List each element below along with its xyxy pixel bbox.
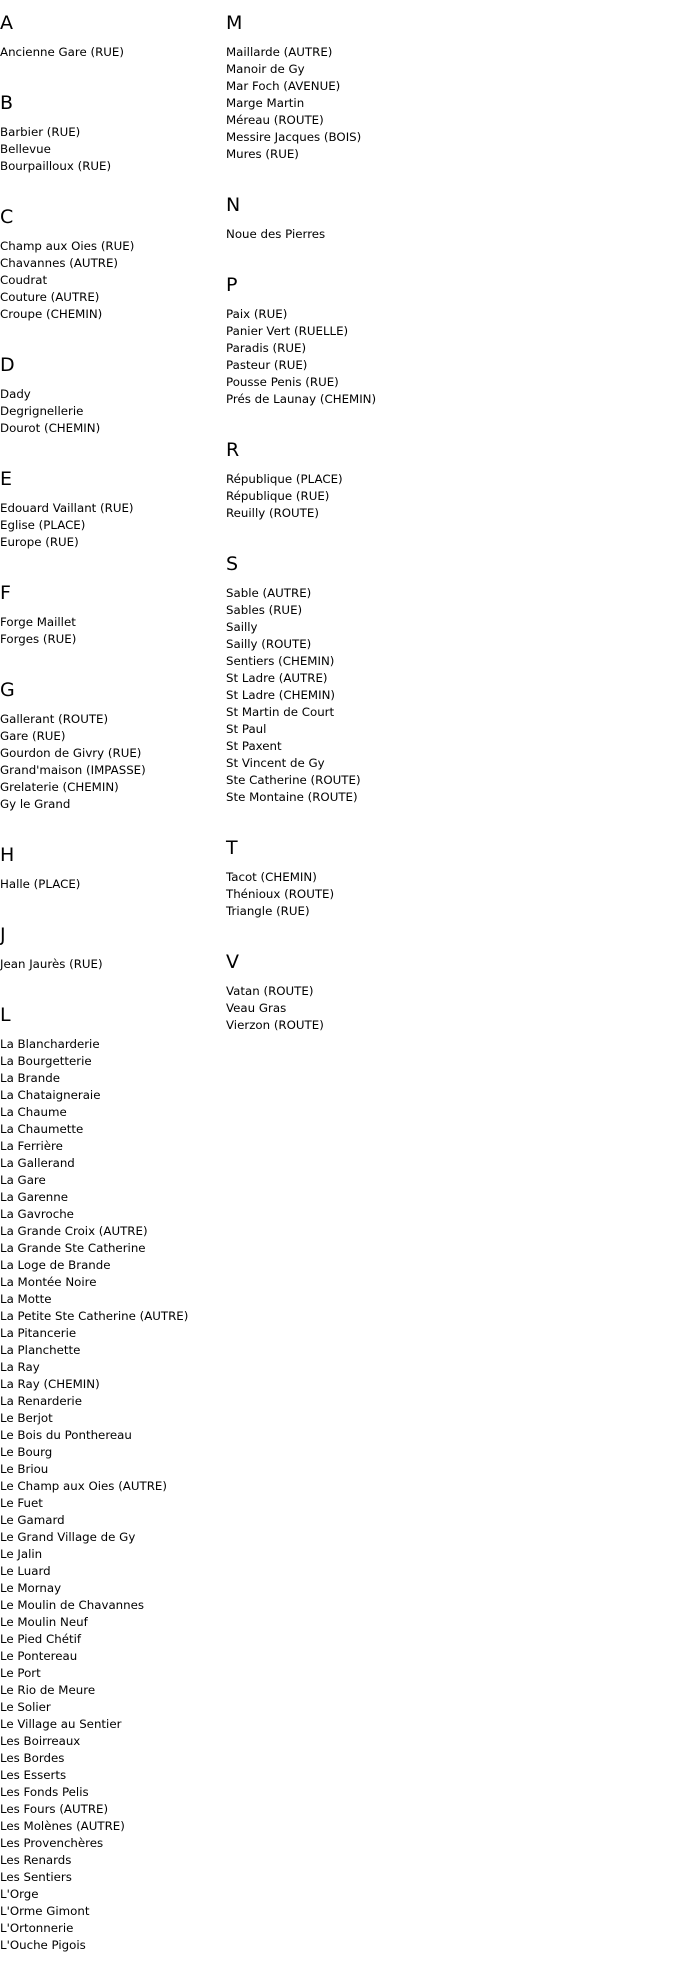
street-item: Panier Vert (RUELLE) xyxy=(226,324,349,338)
street-item: Paix (RUE) xyxy=(226,307,288,321)
letter-heading: E xyxy=(0,468,13,490)
street-item: La Brande xyxy=(0,1071,60,1085)
letter-group-d xyxy=(0,353,210,437)
street-list xyxy=(0,124,210,175)
street-item: Le Bois du Ponthereau xyxy=(0,1428,132,1442)
street-item: Manoir de Gy xyxy=(226,62,305,76)
letter-heading: T xyxy=(226,837,238,859)
street-item: La Chaumette xyxy=(0,1122,84,1136)
street-item: L'Orme Gimont xyxy=(0,1904,90,1918)
street-item: Ste Montaine (ROUTE) xyxy=(226,790,358,804)
street-item: Degrignellerie xyxy=(0,404,84,418)
street-item: Vatan (ROUTE) xyxy=(226,984,314,998)
street-item: La Bourgetterie xyxy=(0,1054,92,1068)
street-item: Grand'maison (IMPASSE) xyxy=(0,763,146,777)
street-item: Bellevue xyxy=(0,142,51,156)
street-item: La Montée Noire xyxy=(0,1275,97,1289)
street-item: Le Gamard xyxy=(0,1513,65,1527)
street-item: Le Berjot xyxy=(0,1411,53,1425)
street-item: Les Renards xyxy=(0,1853,72,1867)
street-list xyxy=(226,585,436,806)
street-item: Le Pontereau xyxy=(0,1649,78,1663)
street-item: Sables (RUE) xyxy=(226,603,303,617)
street-item: Ancienne Gare (RUE) xyxy=(0,45,124,59)
street-item: La Petite Ste Catherine (AUTRE) xyxy=(0,1309,189,1323)
street-item: La Renarderie xyxy=(0,1394,82,1408)
street-index-column-right xyxy=(226,11,436,1064)
street-item: St Vincent de Gy xyxy=(226,756,325,770)
street-item: Forge Maillet xyxy=(0,615,76,629)
street-list xyxy=(0,711,210,813)
letter-heading: P xyxy=(226,274,238,296)
street-item: La Grande Croix (AUTRE) xyxy=(0,1224,148,1238)
street-item: Les Bordes xyxy=(0,1751,65,1765)
street-item: Ste Catherine (ROUTE) xyxy=(226,773,361,787)
street-item: La Gavroche xyxy=(0,1207,74,1221)
street-item: Couture (AUTRE) xyxy=(0,290,100,304)
street-item: Grelaterie (CHEMIN) xyxy=(0,780,119,794)
street-item: L'Ortonnerie xyxy=(0,1921,74,1935)
letter-heading: D xyxy=(0,354,15,376)
street-item: St Ladre (CHEMIN) xyxy=(226,688,336,702)
street-item: Marge Martin xyxy=(226,96,305,110)
letter-heading: B xyxy=(0,92,14,114)
letter-heading: A xyxy=(0,12,13,34)
letter-group-n xyxy=(226,193,436,243)
street-item: Le Moulin de Chavannes xyxy=(0,1598,145,1612)
street-item: Le Bourg xyxy=(0,1445,53,1459)
street-item: Sentiers (CHEMIN) xyxy=(226,654,335,668)
street-item: Tacot (CHEMIN) xyxy=(226,870,317,884)
street-list xyxy=(0,1036,210,1954)
letter-group-v xyxy=(226,950,436,1034)
street-item: Noue des Pierres xyxy=(226,227,326,241)
street-item: Halle (PLACE) xyxy=(0,877,81,891)
street-item: Les Fours (AUTRE) xyxy=(0,1802,109,1816)
street-list xyxy=(226,983,436,1034)
street-list xyxy=(0,956,210,973)
letter-group-h xyxy=(0,843,210,893)
street-item: Le Village au Sentier xyxy=(0,1717,122,1731)
letter-heading: L xyxy=(0,1004,11,1026)
street-item: République (RUE) xyxy=(226,489,330,503)
street-item: Le Port xyxy=(0,1666,41,1680)
street-item: La Pitancerie xyxy=(0,1326,77,1340)
letter-heading: H xyxy=(0,844,15,866)
letter-group-s xyxy=(226,552,436,806)
street-item: Chavannes (AUTRE) xyxy=(0,256,119,270)
street-item: Gourdon de Givry (RUE) xyxy=(0,746,142,760)
street-item: Le Fuet xyxy=(0,1496,43,1510)
street-item: Les Molènes (AUTRE) xyxy=(0,1819,125,1833)
street-index-column-left xyxy=(0,11,210,1984)
street-item: Dady xyxy=(0,387,31,401)
street-item: Gallerant (ROUTE) xyxy=(0,712,109,726)
letter-group-r xyxy=(226,438,436,522)
street-item: Mar Foch (AVENUE) xyxy=(226,79,341,93)
street-item: La Blancharderie xyxy=(0,1037,100,1051)
street-item: La Planchette xyxy=(0,1343,81,1357)
street-item: Gare (RUE) xyxy=(0,729,66,743)
street-item: Thénioux (ROUTE) xyxy=(226,887,335,901)
letter-group-m xyxy=(226,11,436,163)
street-item: St Ladre (AUTRE) xyxy=(226,671,328,685)
street-list xyxy=(0,614,210,648)
street-item: La Garenne xyxy=(0,1190,68,1204)
letter-heading: M xyxy=(226,12,243,34)
street-item: Le Pied Chétif xyxy=(0,1632,82,1646)
letter-group-t xyxy=(226,836,436,920)
street-item: Les Provenchères xyxy=(0,1836,104,1850)
street-item: Champ aux Oies (RUE) xyxy=(0,239,135,253)
street-item: Mures (RUE) xyxy=(226,147,299,161)
street-item: La Motte xyxy=(0,1292,52,1306)
street-item: Sailly xyxy=(226,620,258,634)
street-list xyxy=(226,471,436,522)
street-item: L'Orge xyxy=(0,1887,39,1901)
street-item: Coudrat xyxy=(0,273,48,287)
street-item: Bourpailloux (RUE) xyxy=(0,159,112,173)
street-item: Edouard Vaillant (RUE) xyxy=(0,501,134,515)
street-item: Croupe (CHEMIN) xyxy=(0,307,103,321)
street-item: Europe (RUE) xyxy=(0,535,79,549)
letter-group-j xyxy=(0,923,210,973)
street-item: Prés de Launay (CHEMIN) xyxy=(226,392,377,406)
letter-group-c xyxy=(0,205,210,323)
street-item: Jean Jaurès (RUE) xyxy=(0,957,103,971)
street-item: Triangle (RUE) xyxy=(226,904,310,918)
letter-group-a xyxy=(0,11,210,61)
street-item: La Ray (CHEMIN) xyxy=(0,1377,100,1391)
street-item: Le Mornay xyxy=(0,1581,62,1595)
street-list xyxy=(0,44,210,61)
street-item: La Loge de Brande xyxy=(0,1258,111,1272)
street-item: Maillarde (AUTRE) xyxy=(226,45,333,59)
street-item: L'Ouche Pigois xyxy=(0,1938,86,1952)
street-list xyxy=(0,386,210,437)
street-item: Barbier (RUE) xyxy=(0,125,81,139)
letter-group-p xyxy=(226,273,436,408)
street-item: La Ray xyxy=(0,1360,40,1374)
street-item: Le Champ aux Oies (AUTRE) xyxy=(0,1479,167,1493)
street-list xyxy=(226,869,436,920)
street-item: La Gallerand xyxy=(0,1156,75,1170)
street-item: Le Grand Village de Gy xyxy=(0,1530,136,1544)
street-item: Veau Gras xyxy=(226,1001,287,1015)
street-item: Sailly (ROUTE) xyxy=(226,637,312,651)
street-item: La Chataigneraie xyxy=(0,1088,101,1102)
street-item: Les Fonds Pelis xyxy=(0,1785,89,1799)
letter-heading: V xyxy=(226,951,239,973)
street-item: Eglise (PLACE) xyxy=(0,518,86,532)
street-item: St Paxent xyxy=(226,739,282,753)
letter-group-l xyxy=(0,1003,210,1954)
street-item: Pousse Penis (RUE) xyxy=(226,375,339,389)
street-item: Sable (AUTRE) xyxy=(226,586,312,600)
street-item: La Ferrière xyxy=(0,1139,63,1153)
street-item: Le Luard xyxy=(0,1564,51,1578)
street-item: Le Jalin xyxy=(0,1547,43,1561)
letter-heading: C xyxy=(0,206,14,228)
street-list xyxy=(0,500,210,551)
street-item: Pasteur (RUE) xyxy=(226,358,308,372)
street-list xyxy=(226,306,436,408)
street-item: Reuilly (ROUTE) xyxy=(226,506,319,520)
street-item: St Martin de Court xyxy=(226,705,335,719)
letter-heading: G xyxy=(0,679,15,701)
street-item: La Gare xyxy=(0,1173,46,1187)
letter-heading: J xyxy=(0,924,6,946)
street-list xyxy=(0,876,210,893)
street-list xyxy=(0,238,210,323)
street-item: Les Sentiers xyxy=(0,1870,72,1884)
street-list xyxy=(226,44,436,163)
street-item: Méreau (ROUTE) xyxy=(226,113,324,127)
street-item: Le Briou xyxy=(0,1462,49,1476)
letter-group-f xyxy=(0,581,210,648)
letter-heading: F xyxy=(0,582,11,604)
street-item: Gy le Grand xyxy=(0,797,71,811)
street-item: Forges (RUE) xyxy=(0,632,77,646)
letter-group-g xyxy=(0,678,210,813)
letter-heading: S xyxy=(226,553,239,575)
street-item: St Paul xyxy=(226,722,267,736)
street-item: République (PLACE) xyxy=(226,472,343,486)
street-item: Le Moulin Neuf xyxy=(0,1615,88,1629)
street-item: La Grande Ste Catherine xyxy=(0,1241,146,1255)
street-item: Messire Jacques (BOIS) xyxy=(226,130,362,144)
street-item: La Chaume xyxy=(0,1105,67,1119)
letter-group-b xyxy=(0,91,210,175)
letter-heading: R xyxy=(226,439,240,461)
street-item: Le Rio de Meure xyxy=(0,1683,96,1697)
street-item: Vierzon (ROUTE) xyxy=(226,1018,324,1032)
letter-heading: N xyxy=(226,194,241,216)
street-item: Paradis (RUE) xyxy=(226,341,307,355)
street-item: Les Esserts xyxy=(0,1768,67,1782)
letter-group-e xyxy=(0,467,210,551)
street-item: Les Boirreaux xyxy=(0,1734,81,1748)
street-item: Le Solier xyxy=(0,1700,51,1714)
street-list xyxy=(226,226,436,243)
street-item: Dourot (CHEMIN) xyxy=(0,421,101,435)
